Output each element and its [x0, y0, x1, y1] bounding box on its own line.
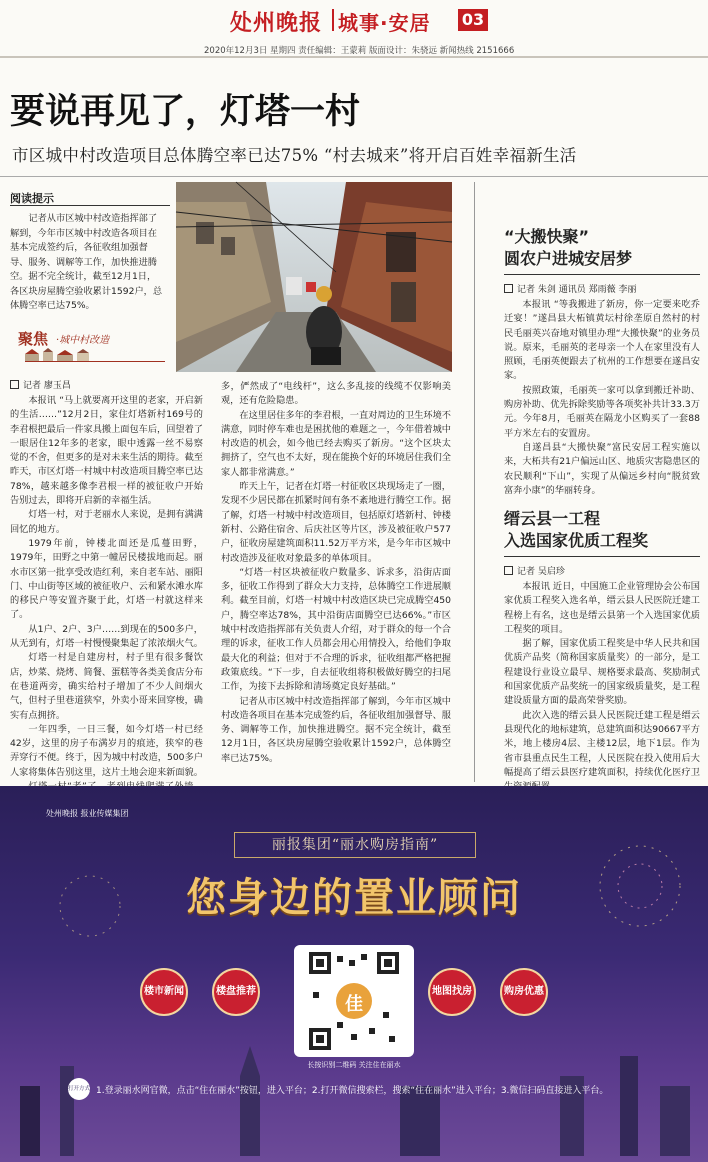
newspaper-logo: 处州晚报 — [230, 10, 323, 36]
article-paragraph: 本报讯 近日，中国施工企业管理协会公布国家优质工程奖入选名单，缙云县人民医院迁建工程榜上有名，这也是缙云县第一个入选国家优质工程奖的项目。 — [504, 581, 700, 635]
reading-tips-rule — [10, 205, 170, 206]
column-divider — [474, 182, 475, 782]
ad-guide-title: 丽报集团“丽水购房指南” — [234, 832, 476, 858]
article-paragraph: “灯塔一村区块被征收户数量多、诉求多，沿街店面多，征收工作得到了群众大力支持，总体腾空工作进展顺利。截至目前，灯塔一村城中村改造区块已完成腾空450户，腾空率达78%，其中沿街店面腾空已达66%。”市区城中村改造指挥部有关负责人介绍，对于群众的每一个合理的诉求，征收工作人员都会用心用情投入，给他们争取最大化的利益；但对于不合理的诉求，征收组都严格把握政策底线。“下一步，自去征收组将积极做好腾空的扫尾工作，为接下去拆除和清场奠定良好基础。” — [221, 566, 451, 693]
article-paragraph: 灯塔一村是自建房村，村子里有很多餐饮店，炒菜、烧烤、简餐、蛋糕等各类美食店分布在巷道两旁，确实给村子增加了不少人间烟火气，但村子里巷道狭窄，外卖小哥来回穿梭，确实有点拥挤。 — [10, 652, 203, 721]
masthead-rule — [0, 56, 708, 58]
article-paragraph: 本报讯 “马上就要离开这里的老家，开启新的生活……”12月2日，家住灯塔新村169号的李君根把最后一件家具搬上面包车后，回望着了一眼居住12年多的老家，眼中透露一丝不易察觉的不舍，但更多的是对未来生活的期待。截至昨天，市区灯塔一村城中村改造项目腾空率已达78%，越来越多像李君根一样的被征收户开始告别过去，即将开启新的幸福生活。 — [10, 395, 203, 507]
focus-logo-sub: ·城中村改造 — [56, 335, 110, 346]
article-paragraph: 按照政策，毛丽英一家可以拿到搬迁补助、购房补助、优先拆除奖励等各项奖补共计33.3万元。今年8月，毛丽英在隔龙小区购买了一套88平方米左右的安置房。 — [504, 384, 700, 439]
article-paragraph: 昨天上午，记者在灯塔一村征收区块现场走了一圈，发现不少居民都在抓紧时间有条不紊地进行腾空工作。据了解，灯塔一村城中村改造项目，包括原灯塔新村、钟楼新村、公路住宿舍、后庆社区等片区，涉及被征收户577户，征收房屋建筑面积11.52万平方米，是今年市区城中村改造涉及征收对象最多的单体项目。 — [221, 481, 451, 564]
reading-tips-title: 阅读提示 — [10, 192, 54, 205]
article-paragraph: 自遂昌县“大搬快聚”富民安居工程实施以来，大柘共有21户偏远山区、地质灾害隐患区的农民顺利“下山”，实现了从偏远乡村向“脱贫致富奔小康”的华丽转身。 — [504, 441, 700, 496]
article-paragraph: 在这里居住多年的李君根，一直对周边的卫生环境不满意，同时停车难也是困扰他的难题之一，今年借着城中村改造的机会，如今他已经去购买了新房。“这个区块太拥挤了，空气也不太好，现在能换个好的环境居住我们全家人都非常满意。” — [221, 409, 451, 478]
article-paragraph: 记者从市区城中村改造指挥部了解到，今年市区城中村改造各项目在基本完成签约后，各征收组加强督导、服务、调解等工作，加快推进腾空。据不完全统计，截至12月1日，各区块房屋腾空验收累计1592户，总体腾空率已达75%。 — [221, 695, 451, 764]
masthead-divider — [332, 9, 334, 31]
right-article2-rule — [504, 556, 700, 557]
open-method-text: 1.登录丽水网官微，点击“住在丽水”按钮，进入平台；2.打开微信搜索栏，搜索“住在丽水”进入平台；3.微信扫码直接进入平台。 — [96, 1086, 609, 1096]
main-article-byline: 记者 廖玉昌 — [10, 378, 71, 391]
byline-square-icon — [504, 284, 513, 293]
article-paragraph: 本报讯 “等我搬进了新房，你一定要来吃乔迁宴！”遂昌县大柘镇黄坛村徐垄原自然村的村民毛丽英兴奋地对镇里办理“大搬快聚”的业务员说。原来，毛丽英的老母亲一个人在家里没有人照顾，毛丽英便跟去了杭州的工作想要在遂昌安家。 — [504, 299, 700, 382]
qr-center-logo: 佳 — [345, 994, 363, 1015]
article-paragraph: 此次入选的缙云县人民医院迁建工程是缙云县现代化的地标建筑，总建筑面积达90667平方米，地上楼房4层、主楼12层，地下1层。作为省市县重点民生工程，人民医院在投入使用后大幅提高了缙云县医疗建筑面积，持续优化医疗卫 — [504, 709, 700, 778]
ad-circle-map-search: 地图找房 — [428, 968, 476, 1016]
ad-group-logo: 处州晚报 报业传媒集团 — [46, 809, 129, 818]
right-article1-byline: 记者 朱剑 通讯员 郑雨薇 李丽 — [504, 282, 636, 295]
article-paragraph: 1979年前，钟楼北面还是瓜蔓田野，1979年，田野之中第一幢居民楼拔地而起。丽水市区第一批享受改造红利，来自老车站、丽阳门、中山街等区域的被征收户、云和紧水滩水库的移民户等安置齐聚于此，灯塔一村就这样来了。 — [10, 537, 203, 621]
village-street-photo — [176, 182, 452, 372]
right-article2-byline: 记者 吴启珍 — [504, 564, 565, 577]
article-paragraph: 据了解，国家优质工程奖是中华人民共和国优质产品奖（简称国家质量奖）的一部分，是工程建设行业设立最早、规格要求最高、奖励制式和国家优质产品奖统一的国家级质量奖，是工程建设质量方面的最高荣誉奖励。 — [504, 638, 700, 707]
byline-square-icon — [504, 566, 513, 575]
open-method-tag: 打开方式 — [68, 1078, 90, 1100]
ad-circle-recommend: 楼盘推荐 — [212, 968, 260, 1016]
article-paragraph: 灯塔一村，对于老丽水人来说，是拥有满满回忆的地方。 — [10, 509, 203, 535]
main-headline: 要说再见了，灯塔一村 — [10, 92, 361, 132]
article-paragraph: 从1户、2户、3户……到现在的500多户，从无到有，灯塔一村慢慢聚集起了浓浓烟火气。 — [10, 623, 203, 650]
ad-slogan: 您身边的置业顾问 — [186, 874, 522, 921]
right-article2-title: 缙云县一工程 入选国家优质工程奖 — [504, 509, 649, 550]
ad-circle-discount: 购房优惠 — [500, 968, 548, 1016]
focus-logo: 聚焦 — [18, 330, 49, 348]
qr-caption: 长按识别二维码 关注住在丽水 — [307, 1061, 401, 1069]
houses-icon — [25, 348, 165, 362]
ad-circle-property-news: 楼市新闻 — [140, 968, 188, 1016]
article-paragraph: 多，俨然成了“电线杆”，这么多乱接的线缆不仅影响美观，还有危险隐患。 — [221, 381, 451, 407]
article-paragraph: 一年四季，一日三餐，如今灯塔一村已经42岁，这里的房子布满岁月的痕迹，狭窄的巷弄穿行不便。终于，因为城中村改造，500多户人家将集体告别这里，这片土地会迎来新面貌。 — [10, 723, 203, 778]
main-article-col1 — [10, 394, 203, 782]
reading-tips-text: 记者从市区城中村改造指挥部了解到，今年市区城中村改造各项目在基本完成签约后，各征收组加强督导、服务、调解等工作，加快推进腾空。据不完全统计，截至12月1日，各区块房屋腾空验收累计1592户，总体腾空率已达75%。 — [10, 213, 163, 311]
right-article1-body — [504, 298, 700, 498]
page-number-badge: 03 — [458, 9, 488, 31]
section-title: 城事·安居 — [338, 11, 431, 35]
issue-info-line: 2020年12月3日 星期四 责任编辑：王蒙莉 版面设计：朱骁远 新闻热线 2151666 — [204, 46, 515, 56]
right-article1-title: “大搬快聚” 圆农户进城安居梦 — [504, 227, 633, 268]
main-article-col2 — [221, 380, 451, 780]
right-article2-body — [504, 580, 700, 780]
right-article1-rule — [504, 274, 700, 275]
byline-square-icon — [10, 380, 19, 389]
headline-rule — [0, 176, 708, 177]
sub-headline: 市区城中村改造项目总体腾空率已达75% “村去城来”将开启百姓幸福新生活 — [12, 146, 577, 165]
